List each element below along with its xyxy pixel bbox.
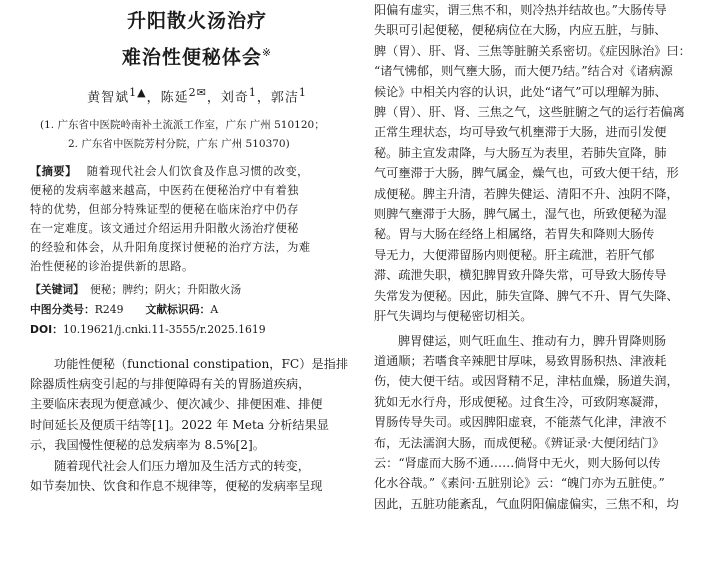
affiliation-line: 2. 广东省中医院芳村分院，广东 广州 510370) xyxy=(68,137,290,150)
author-affiliation-mark: 1▲ xyxy=(129,86,147,100)
author: 陈延 xyxy=(160,90,189,106)
left-column xyxy=(30,0,364,497)
intro-paragraph: 随着现代社会人们压力增加及生活方式的转变， 如节奏加快、饮食和作息不规律等，便秘的发病率呈现 xyxy=(30,458,323,494)
right-column xyxy=(374,0,714,514)
abstract-label: 【摘要】 xyxy=(30,164,77,178)
article-title-line2: 难治性便秘体会※ xyxy=(121,46,273,69)
abstract: 【摘要】 随着现代社会人们饮食及作息习惯的改变， 便秘的发病率越来越高，中医药在便秘治疗中有着独 特的优势，但部分特殊证型的便秘在临床治疗中仍存 在一定难度。该文通过介绍运用升阳散火汤治疗便秘 的经验和体会，从升阳角度探讨便秘的治疗方法，为难 治性便秘的诊治提供新的思路。 xyxy=(30,164,311,273)
affiliation-line: (1. 广东省中医院岭南补土流派工作室，广东 广州 510120； xyxy=(40,118,325,131)
author: 黄智斌 xyxy=(87,90,130,106)
author-affiliation-mark: 1 xyxy=(248,86,257,100)
classification: 中图分类号：R249 文献标识码：A xyxy=(30,302,219,316)
keywords-label: 【关键词】 xyxy=(30,282,84,296)
article-title-line1: 升阳散火汤治疗 xyxy=(126,10,267,32)
body-paragraph: 脾胃健运，则气旺血生、推动有力，脾升胃降则肠 道通顺；若嗜食辛辣肥甘厚味，易致胃肠积热、津液耗 伤，使大便干结。或因肾精不足，津枯血燥，肠道失润， 犹如无水行舟，形成便秘。过食生冷，可致阴寒凝滞， 胃肠传导失司。或因脾阳虚衰，不能蒸气化津，津液不 布，无法濡润大肠，而成便秘。《辨证录·大便闭结门》 云：“肾虚而大肠不通……倘肾中无火，则大肠何以传 化水谷哉。”《素问·五脏别论》云：“魄门亦为五脏使。” 因此，五脏功能紊乱，气血阴阳偏虚偏实，三焦不和，均 xyxy=(374,333,679,511)
author: 郭洁 xyxy=(270,90,299,106)
body-paragraph: 阳偏有虚实，谓三焦不和，则冷热并结故也。”大肠传导 失职可引起便秘，便秘病位在大肠，内应五脏，与肺、 脾（胃）、肝、肾、三焦等脏腑关系密切。《症因脉治》曰： “诸气怫郁，则气壅大肠，而大便乃结。”结合对《诸病源 候论》中相关内容的认识，此处“诸气”可以理解为肺、 脾（胃）、肝、肾、三焦之气，这些脏腑之气的运行若偏离 正常生理状态，均可导致气机壅滞于大肠，进而引发便 秘。肺主宣发肃降，与大肠互为表里，若肺失宣降，肺 气可壅滞于大肠，脾气属金，燥气也，可致大便干结，形 成便秘。脾主升清，若脾失健运、清阳不升、浊阴不降， 则脾气壅滞于大肠，脾气属土，湿气也，所致便秘为湿 秘。胃与大肠在经络上相属络，若胃失和降则大肠传 导无力，大便滞留肠内则便秘。肝主疏泄，若肝气郁 滞、疏泄失职，横犯脾胃致升降失常，可导致大肠传导 失常发为便秘。因此，肺失宣降、脾气不升、胃气失降、 肝气失调均与便秘密切相关。 xyxy=(374,3,691,324)
doi: DOI：10.19621/j.cnki.11-3555/r.2025.1619 xyxy=(30,322,266,336)
author-list: 黄智斌$^{1▲}$，陈延$^{2✉}$，刘奇$^1$，郭洁$^1$ xyxy=(87,86,307,106)
title-footnote-mark: ※ xyxy=(261,46,273,59)
author-affiliation-mark: 1 xyxy=(298,86,307,100)
author-affiliation-mark: 2✉ xyxy=(188,86,207,100)
author: 刘奇 xyxy=(220,90,249,106)
keywords: 【关键词】 便秘；脾约；阴火；升阳散火汤 xyxy=(30,282,242,296)
affiliations xyxy=(30,116,364,154)
intro-paragraph: 功能性便秘（functional constipation，FC）是指排 除器质性病变引起的与排便障碍有关的胃肠道疾病， 主要临床表现为便意减少、便次减少、排便困难、排便 时间延长及便质干结等[1]。2022 年 Meta 分析结果显 示，我国慢性便秘的总发病率为 8.5%[2]。 xyxy=(30,356,349,453)
